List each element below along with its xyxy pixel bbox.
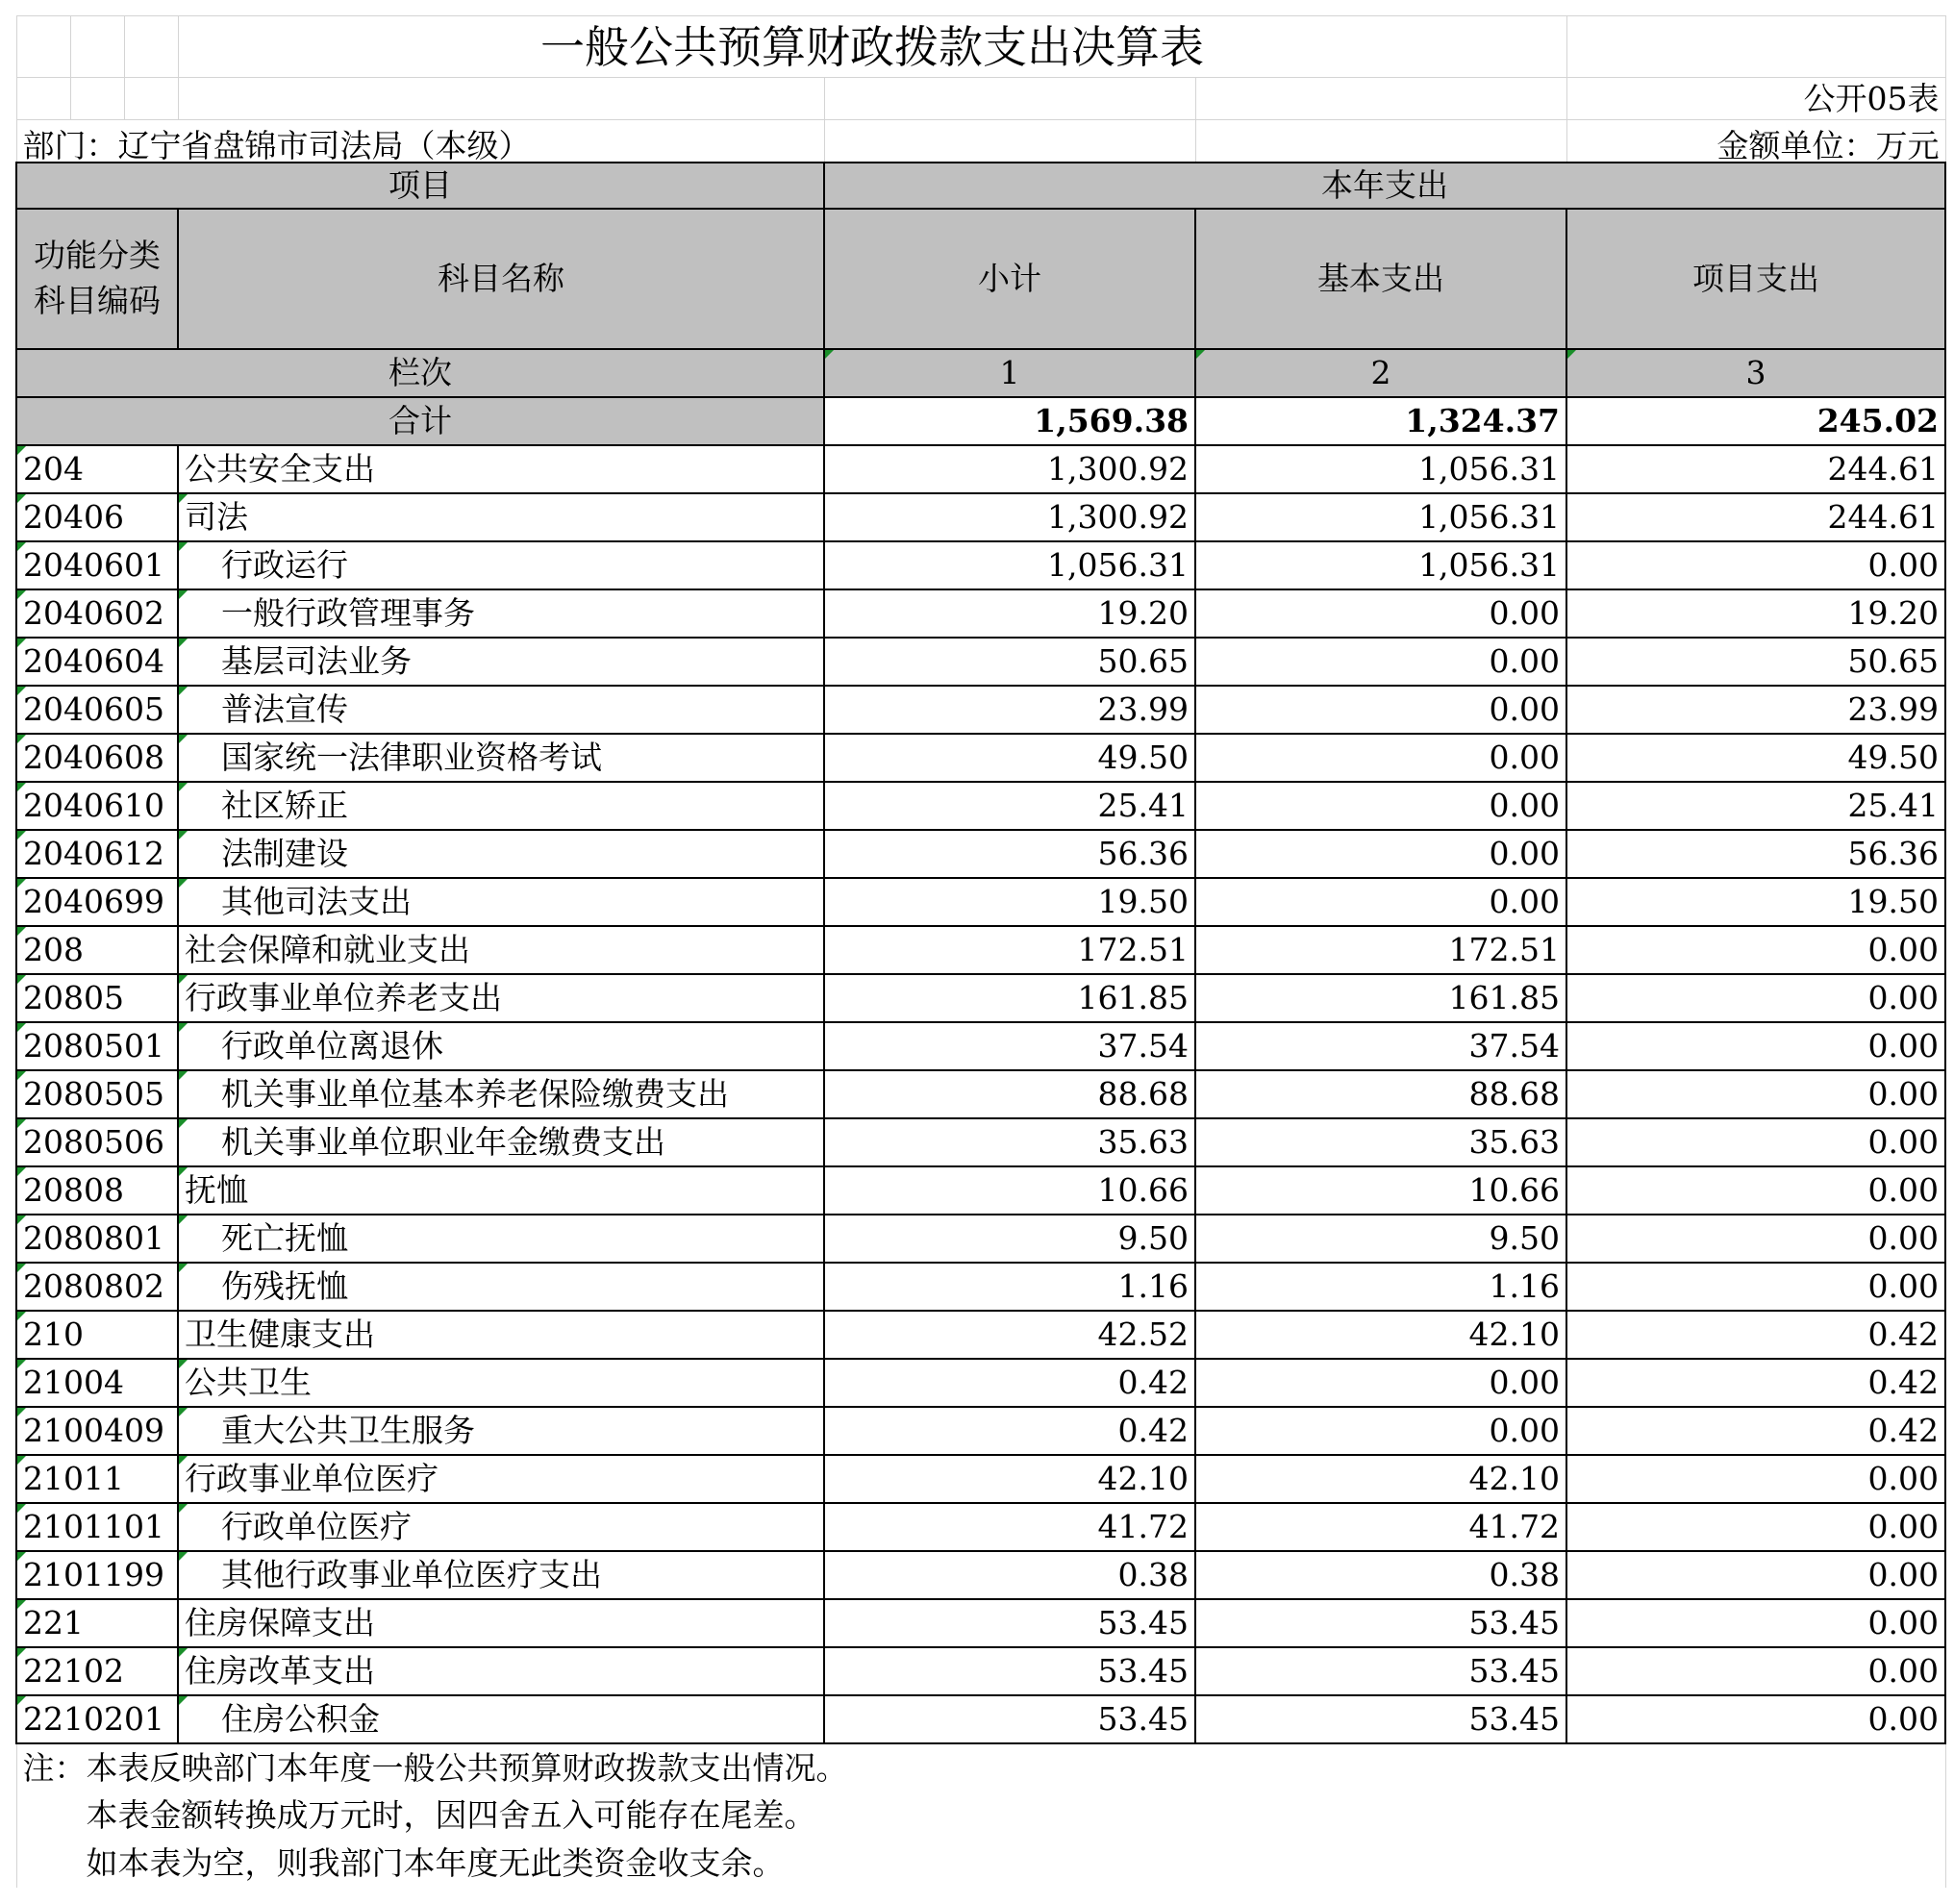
row-code: 2080801 — [16, 1215, 178, 1263]
row-subtotal: 25.41 — [824, 782, 1195, 830]
row-subtotal: 1,300.92 — [824, 445, 1195, 493]
row-project: 19.50 — [1566, 878, 1945, 926]
row-subtotal: 56.36 — [824, 830, 1195, 878]
row-code: 2080506 — [16, 1118, 178, 1166]
row-basic: 53.45 — [1195, 1599, 1566, 1647]
row-subtotal: 41.72 — [824, 1503, 1195, 1551]
form-number: 公开05表 — [1566, 78, 1945, 120]
row-code: 2040610 — [16, 782, 178, 830]
row-code: 2040604 — [16, 638, 178, 686]
table-row — [16, 1695, 1945, 1743]
row-code: 204 — [16, 445, 178, 493]
row-project: 19.20 — [1566, 589, 1945, 638]
row-project: 0.42 — [1566, 1407, 1945, 1455]
note-line-1: 注：本表反映部门本年度一般公共预算财政拨款支出情况。 — [16, 1743, 1945, 1791]
row-project: 244.61 — [1566, 445, 1945, 493]
row-name: 死亡抚恤 — [178, 1215, 824, 1263]
row-basic: 53.45 — [1195, 1647, 1566, 1695]
row-project: 0.00 — [1566, 1695, 1945, 1743]
column-index-3: 3 — [1566, 349, 1945, 397]
row-subtotal: 42.52 — [824, 1311, 1195, 1359]
row-subtotal: 1,300.92 — [824, 493, 1195, 541]
row-project: 49.50 — [1566, 734, 1945, 782]
row-subtotal: 9.50 — [824, 1215, 1195, 1263]
table-row — [16, 1455, 1945, 1503]
row-basic: 1.16 — [1195, 1263, 1566, 1311]
row-code: 2101199 — [16, 1551, 178, 1599]
row-basic: 9.50 — [1195, 1215, 1566, 1263]
row-name: 行政单位医疗 — [178, 1503, 824, 1551]
grid-cell[interactable] — [70, 16, 124, 78]
row-basic: 161.85 — [1195, 974, 1566, 1022]
table-row — [16, 782, 1945, 830]
grid-cell[interactable] — [1195, 120, 1566, 163]
table-row — [16, 493, 1945, 541]
table-row — [16, 734, 1945, 782]
row-project: 0.00 — [1566, 1551, 1945, 1599]
table-row — [16, 926, 1945, 974]
table-row — [16, 1215, 1945, 1263]
row-code: 210 — [16, 1311, 178, 1359]
row-name: 重大公共卫生服务 — [178, 1407, 824, 1455]
row-basic: 0.00 — [1195, 638, 1566, 686]
table-row — [16, 1407, 1945, 1455]
header-current-year: 本年支出 — [824, 163, 1945, 209]
grid-cell[interactable] — [16, 16, 70, 78]
row-name: 司法 — [178, 493, 824, 541]
row-subtotal: 23.99 — [824, 686, 1195, 734]
header-basic: 基本支出 — [1195, 209, 1566, 349]
row-basic: 0.00 — [1195, 830, 1566, 878]
row-name: 行政事业单位医疗 — [178, 1455, 824, 1503]
row-code: 22102 — [16, 1647, 178, 1695]
row-project: 0.42 — [1566, 1359, 1945, 1407]
row-project: 244.61 — [1566, 493, 1945, 541]
column-index-2: 2 — [1195, 349, 1566, 397]
row-basic: 37.54 — [1195, 1022, 1566, 1070]
column-index-1: 1 — [824, 349, 1195, 397]
row-subtotal: 161.85 — [824, 974, 1195, 1022]
total-label: 合计 — [16, 397, 824, 445]
header-code-line1: 功能分类 — [34, 237, 161, 275]
row-subtotal: 0.42 — [824, 1359, 1195, 1407]
row-code: 2210201 — [16, 1695, 178, 1743]
row-subtotal: 37.54 — [824, 1022, 1195, 1070]
total-basic: 1,324.37 — [1195, 397, 1566, 445]
row-name: 社区矫正 — [178, 782, 824, 830]
row-subtotal: 19.20 — [824, 589, 1195, 638]
row-project: 25.41 — [1566, 782, 1945, 830]
row-project: 0.00 — [1566, 926, 1945, 974]
table-row — [16, 589, 1945, 638]
row-code: 2040605 — [16, 686, 178, 734]
grid-cell[interactable] — [124, 16, 178, 78]
table-row — [16, 1551, 1945, 1599]
row-name: 伤残抚恤 — [178, 1263, 824, 1311]
row-subtotal: 53.45 — [824, 1695, 1195, 1743]
table-row — [16, 830, 1945, 878]
row-project: 0.00 — [1566, 1263, 1945, 1311]
header-subject-name: 科目名称 — [178, 209, 824, 349]
row-basic: 1,056.31 — [1195, 541, 1566, 589]
row-project: 0.00 — [1566, 974, 1945, 1022]
row-project: 56.36 — [1566, 830, 1945, 878]
row-project: 0.00 — [1566, 1215, 1945, 1263]
row-project: 0.42 — [1566, 1311, 1945, 1359]
row-project: 0.00 — [1566, 1022, 1945, 1070]
row-project: 0.00 — [1566, 541, 1945, 589]
row-name: 卫生健康支出 — [178, 1311, 824, 1359]
row-basic: 0.00 — [1195, 782, 1566, 830]
header-subtotal: 小计 — [824, 209, 1195, 349]
table-row — [16, 1311, 1945, 1359]
row-subtotal: 53.45 — [824, 1599, 1195, 1647]
row-basic: 0.00 — [1195, 1407, 1566, 1455]
row-subtotal: 1.16 — [824, 1263, 1195, 1311]
note-line-3: 如本表为空，则我部门本年度无此类资金收支余。 — [16, 1840, 1945, 1888]
header-item: 项目 — [16, 163, 824, 209]
grid-cell[interactable] — [178, 78, 824, 120]
table-row — [16, 878, 1945, 926]
row-name: 住房改革支出 — [178, 1647, 824, 1695]
row-subtotal: 1,056.31 — [824, 541, 1195, 589]
row-basic: 42.10 — [1195, 1455, 1566, 1503]
row-code: 2080505 — [16, 1070, 178, 1118]
row-subtotal: 88.68 — [824, 1070, 1195, 1118]
total-subtotal: 1,569.38 — [824, 397, 1195, 445]
data-rows — [16, 445, 1945, 1743]
row-name: 行政单位离退休 — [178, 1022, 824, 1070]
row-subtotal: 172.51 — [824, 926, 1195, 974]
row-code: 2101101 — [16, 1503, 178, 1551]
row-name: 基层司法业务 — [178, 638, 824, 686]
column-index-label: 栏次 — [16, 349, 824, 397]
table-row — [16, 1022, 1945, 1070]
table-row — [16, 1647, 1945, 1695]
row-name: 其他行政事业单位医疗支出 — [178, 1551, 824, 1599]
row-name: 住房公积金 — [178, 1695, 824, 1743]
table-row — [16, 1166, 1945, 1215]
table-row — [16, 445, 1945, 493]
row-subtotal: 0.38 — [824, 1551, 1195, 1599]
row-project: 0.00 — [1566, 1070, 1945, 1118]
table-row — [16, 1118, 1945, 1166]
row-project: 0.00 — [1566, 1503, 1945, 1551]
row-code: 2040601 — [16, 541, 178, 589]
row-name: 其他司法支出 — [178, 878, 824, 926]
grid-cell[interactable] — [70, 78, 124, 120]
row-name: 行政事业单位养老支出 — [178, 974, 824, 1022]
budget-table — [15, 15, 1946, 1888]
row-subtotal: 0.42 — [824, 1407, 1195, 1455]
table-row — [16, 686, 1945, 734]
row-basic: 0.38 — [1195, 1551, 1566, 1599]
row-code: 21011 — [16, 1455, 178, 1503]
header-code — [16, 209, 178, 349]
row-project: 0.00 — [1566, 1118, 1945, 1166]
row-subtotal: 53.45 — [824, 1647, 1195, 1695]
row-basic: 0.00 — [1195, 734, 1566, 782]
row-subtotal: 10.66 — [824, 1166, 1195, 1215]
table-row — [16, 974, 1945, 1022]
page-title: 一般公共预算财政拨款支出决算表 — [178, 16, 1566, 78]
row-basic: 0.00 — [1195, 1359, 1566, 1407]
grid-cell[interactable] — [824, 78, 1195, 120]
row-subtotal: 35.63 — [824, 1118, 1195, 1166]
table-row — [16, 1359, 1945, 1407]
row-code: 21004 — [16, 1359, 178, 1407]
row-basic: 53.45 — [1195, 1695, 1566, 1743]
row-project: 0.00 — [1566, 1166, 1945, 1215]
table-row — [16, 1503, 1945, 1551]
row-project: 0.00 — [1566, 1647, 1945, 1695]
row-code: 2040608 — [16, 734, 178, 782]
row-project: 23.99 — [1566, 686, 1945, 734]
row-code: 2080501 — [16, 1022, 178, 1070]
unit-label: 金额单位：万元 — [1566, 120, 1945, 163]
row-name: 一般行政管理事务 — [178, 589, 824, 638]
row-basic: 42.10 — [1195, 1311, 1566, 1359]
row-code: 20406 — [16, 493, 178, 541]
row-code: 2080802 — [16, 1263, 178, 1311]
row-name: 国家统一法律职业资格考试 — [178, 734, 824, 782]
row-subtotal: 50.65 — [824, 638, 1195, 686]
row-project: 0.00 — [1566, 1455, 1945, 1503]
table-row — [16, 1070, 1945, 1118]
row-basic: 41.72 — [1195, 1503, 1566, 1551]
grid-cell[interactable] — [1566, 16, 1945, 78]
row-basic: 35.63 — [1195, 1118, 1566, 1166]
grid-cell[interactable] — [824, 120, 1195, 163]
row-basic: 0.00 — [1195, 686, 1566, 734]
table-row — [16, 1263, 1945, 1311]
department-label: 部门：辽宁省盘锦市司法局（本级） — [16, 120, 824, 163]
row-name: 行政运行 — [178, 541, 824, 589]
row-basic: 10.66 — [1195, 1166, 1566, 1215]
row-name: 法制建设 — [178, 830, 824, 878]
row-name: 抚恤 — [178, 1166, 824, 1215]
row-name: 机关事业单位职业年金缴费支出 — [178, 1118, 824, 1166]
row-basic: 0.00 — [1195, 589, 1566, 638]
row-name: 公共安全支出 — [178, 445, 824, 493]
row-basic: 0.00 — [1195, 878, 1566, 926]
row-name: 社会保障和就业支出 — [178, 926, 824, 974]
row-subtotal: 19.50 — [824, 878, 1195, 926]
row-code: 221 — [16, 1599, 178, 1647]
row-basic: 1,056.31 — [1195, 493, 1566, 541]
row-basic: 1,056.31 — [1195, 445, 1566, 493]
row-code: 2100409 — [16, 1407, 178, 1455]
grid-cell[interactable] — [1195, 78, 1566, 120]
row-name: 机关事业单位基本养老保险缴费支出 — [178, 1070, 824, 1118]
note-line-2: 本表金额转换成万元时，因四舍五入可能存在尾差。 — [16, 1791, 1945, 1840]
row-name: 住房保障支出 — [178, 1599, 824, 1647]
header-code-line2: 科目编码 — [34, 281, 161, 319]
row-code: 208 — [16, 926, 178, 974]
total-project: 245.02 — [1566, 397, 1945, 445]
row-subtotal: 42.10 — [824, 1455, 1195, 1503]
row-code: 20805 — [16, 974, 178, 1022]
row-code: 2040699 — [16, 878, 178, 926]
row-subtotal: 49.50 — [824, 734, 1195, 782]
grid-cell[interactable] — [16, 78, 70, 120]
row-code: 2040602 — [16, 589, 178, 638]
table-row — [16, 638, 1945, 686]
header-project: 项目支出 — [1566, 209, 1945, 349]
row-project: 50.65 — [1566, 638, 1945, 686]
table-row — [16, 541, 1945, 589]
row-project: 0.00 — [1566, 1599, 1945, 1647]
row-name: 公共卫生 — [178, 1359, 824, 1407]
row-basic: 88.68 — [1195, 1070, 1566, 1118]
row-code: 2040612 — [16, 830, 178, 878]
grid-cell[interactable] — [124, 78, 178, 120]
row-code: 20808 — [16, 1166, 178, 1215]
row-name: 普法宣传 — [178, 686, 824, 734]
table-row — [16, 1599, 1945, 1647]
row-basic: 172.51 — [1195, 926, 1566, 974]
